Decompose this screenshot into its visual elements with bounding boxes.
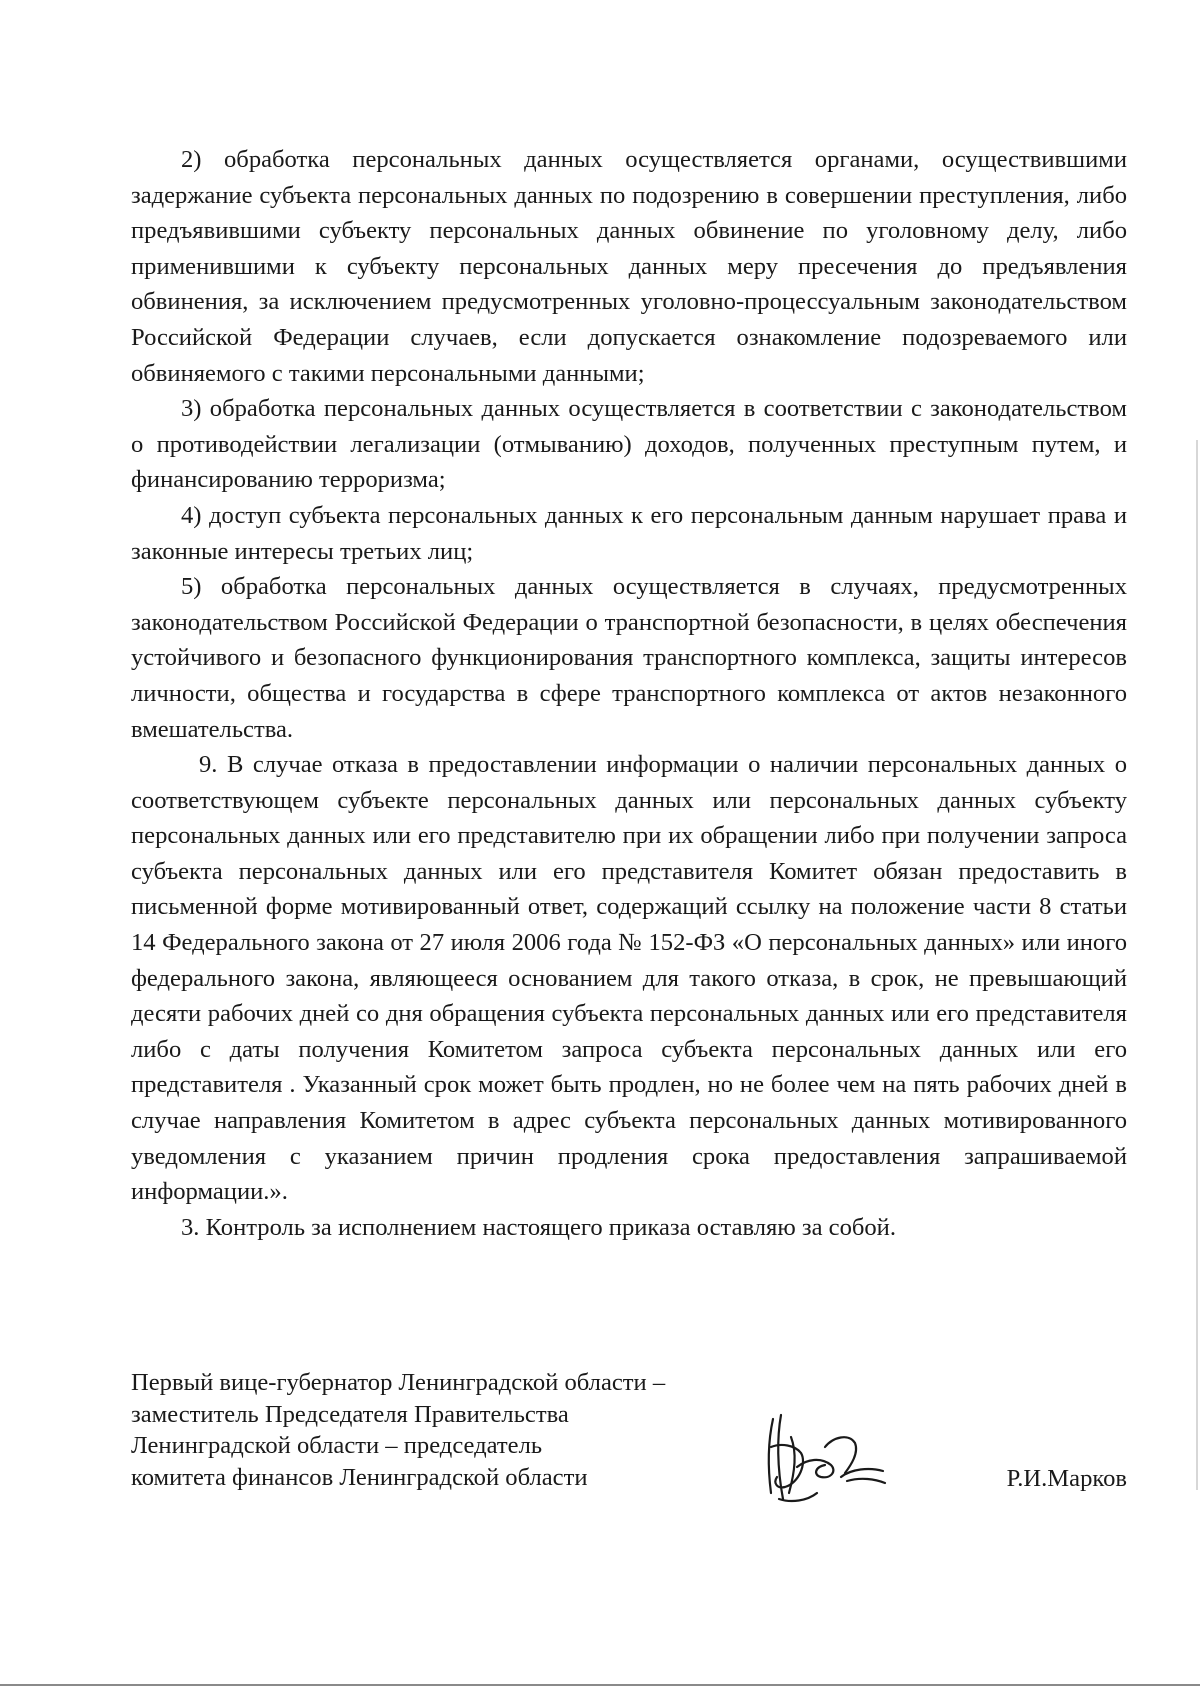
signatory-position-line: Ленинградской области – председатель bbox=[131, 1432, 543, 1459]
paragraph-item-2: 2) обработка персональных данных осуществляется органами, осуществившими задержание субъекта персональных данных по подозрению в совершении преступления, либо предъявившими субъекту персональных данных обвинение по уголовному делу, либо применившими к субъекту персональных данных меру пресечения до предъявления обвинения, за исключением предусмотренных уголовно-процессуальным законодательством Российской Федерации случаев, если допускается ознакомление подозреваемого или обвиняемого с такими персональными данными; bbox=[131, 146, 1127, 387]
signatory-position bbox=[131, 1367, 771, 1493]
handwritten-signature bbox=[751, 1407, 891, 1507]
scan-edge-right bbox=[1196, 440, 1198, 1490]
signatory-position-line: комитета финансов Ленинградской области bbox=[131, 1463, 588, 1491]
signatory-name: Р.И.Марков bbox=[1006, 1465, 1127, 1492]
scan-edge-bottom bbox=[0, 1684, 1200, 1686]
paragraph-clause-9: 9. В случае отказа в предоставлении информации о наличии персональных данных о соответствующем субъекте персональных данных или персональных данных субъекту персональных данных или его представителю при их обращении либо при получении запроса субъекта персональных данных или его представителя Комитет обязан предоставить в письменной форме мотивированный ответ, содержащий ссылку на положение части 8 статьи 14 Федерального закона от 27 июля 2006 года № 152-ФЗ «О персональных данных» или иного федерального закона, являющееся основанием для такого отказа, в срок, не превышающий десяти рабочих дней со дня обращения субъекта персональных данных или его представителя либо с даты получения Комитетом запроса субъекта персональных данных или его представителя . Указанный срок может быть продлен, но не более чем на пять рабочих дней в случае направления Комитетом в адрес субъекта персональных данных мотивированного уведомления с указанием причин продления срока предоставления запрашиваемой информации.». bbox=[131, 751, 1127, 1206]
signatory-position-line: заместитель Председателя Правительства bbox=[131, 1400, 569, 1428]
signatory-position-line: Первый вице-губернатор Ленинградской области – bbox=[131, 1369, 666, 1396]
paragraph-item-4: 4) доступ субъекта персональных данных к его персональным данным нарушает права и законные интересы третьих лиц; bbox=[131, 501, 1127, 565]
signature-block bbox=[131, 1367, 1127, 1507]
paragraph-item-3: 3) обработка персональных данных осуществляется в соответствии с законодательством о противодействии легализации (отмыванию) доходов, полученных преступным путем, и финансированию терроризма; bbox=[131, 395, 1127, 494]
paragraph-clause-3-control: 3. Контроль за исполнением настоящего приказа оставляю за собой. bbox=[181, 1213, 896, 1241]
paragraph-item-5: 5) обработка персональных данных осуществляется в случаях, предусмотренных законодательством Российской Федерации о транспортной безопасности, в целях обеспечения устойчивого и безопасного функционирования транспортного комплекса, защиты интересов личности, общества и государства в сфере транспортного комплекса от актов незаконного вмешательства. bbox=[131, 573, 1127, 743]
document-body bbox=[131, 142, 1127, 1245]
